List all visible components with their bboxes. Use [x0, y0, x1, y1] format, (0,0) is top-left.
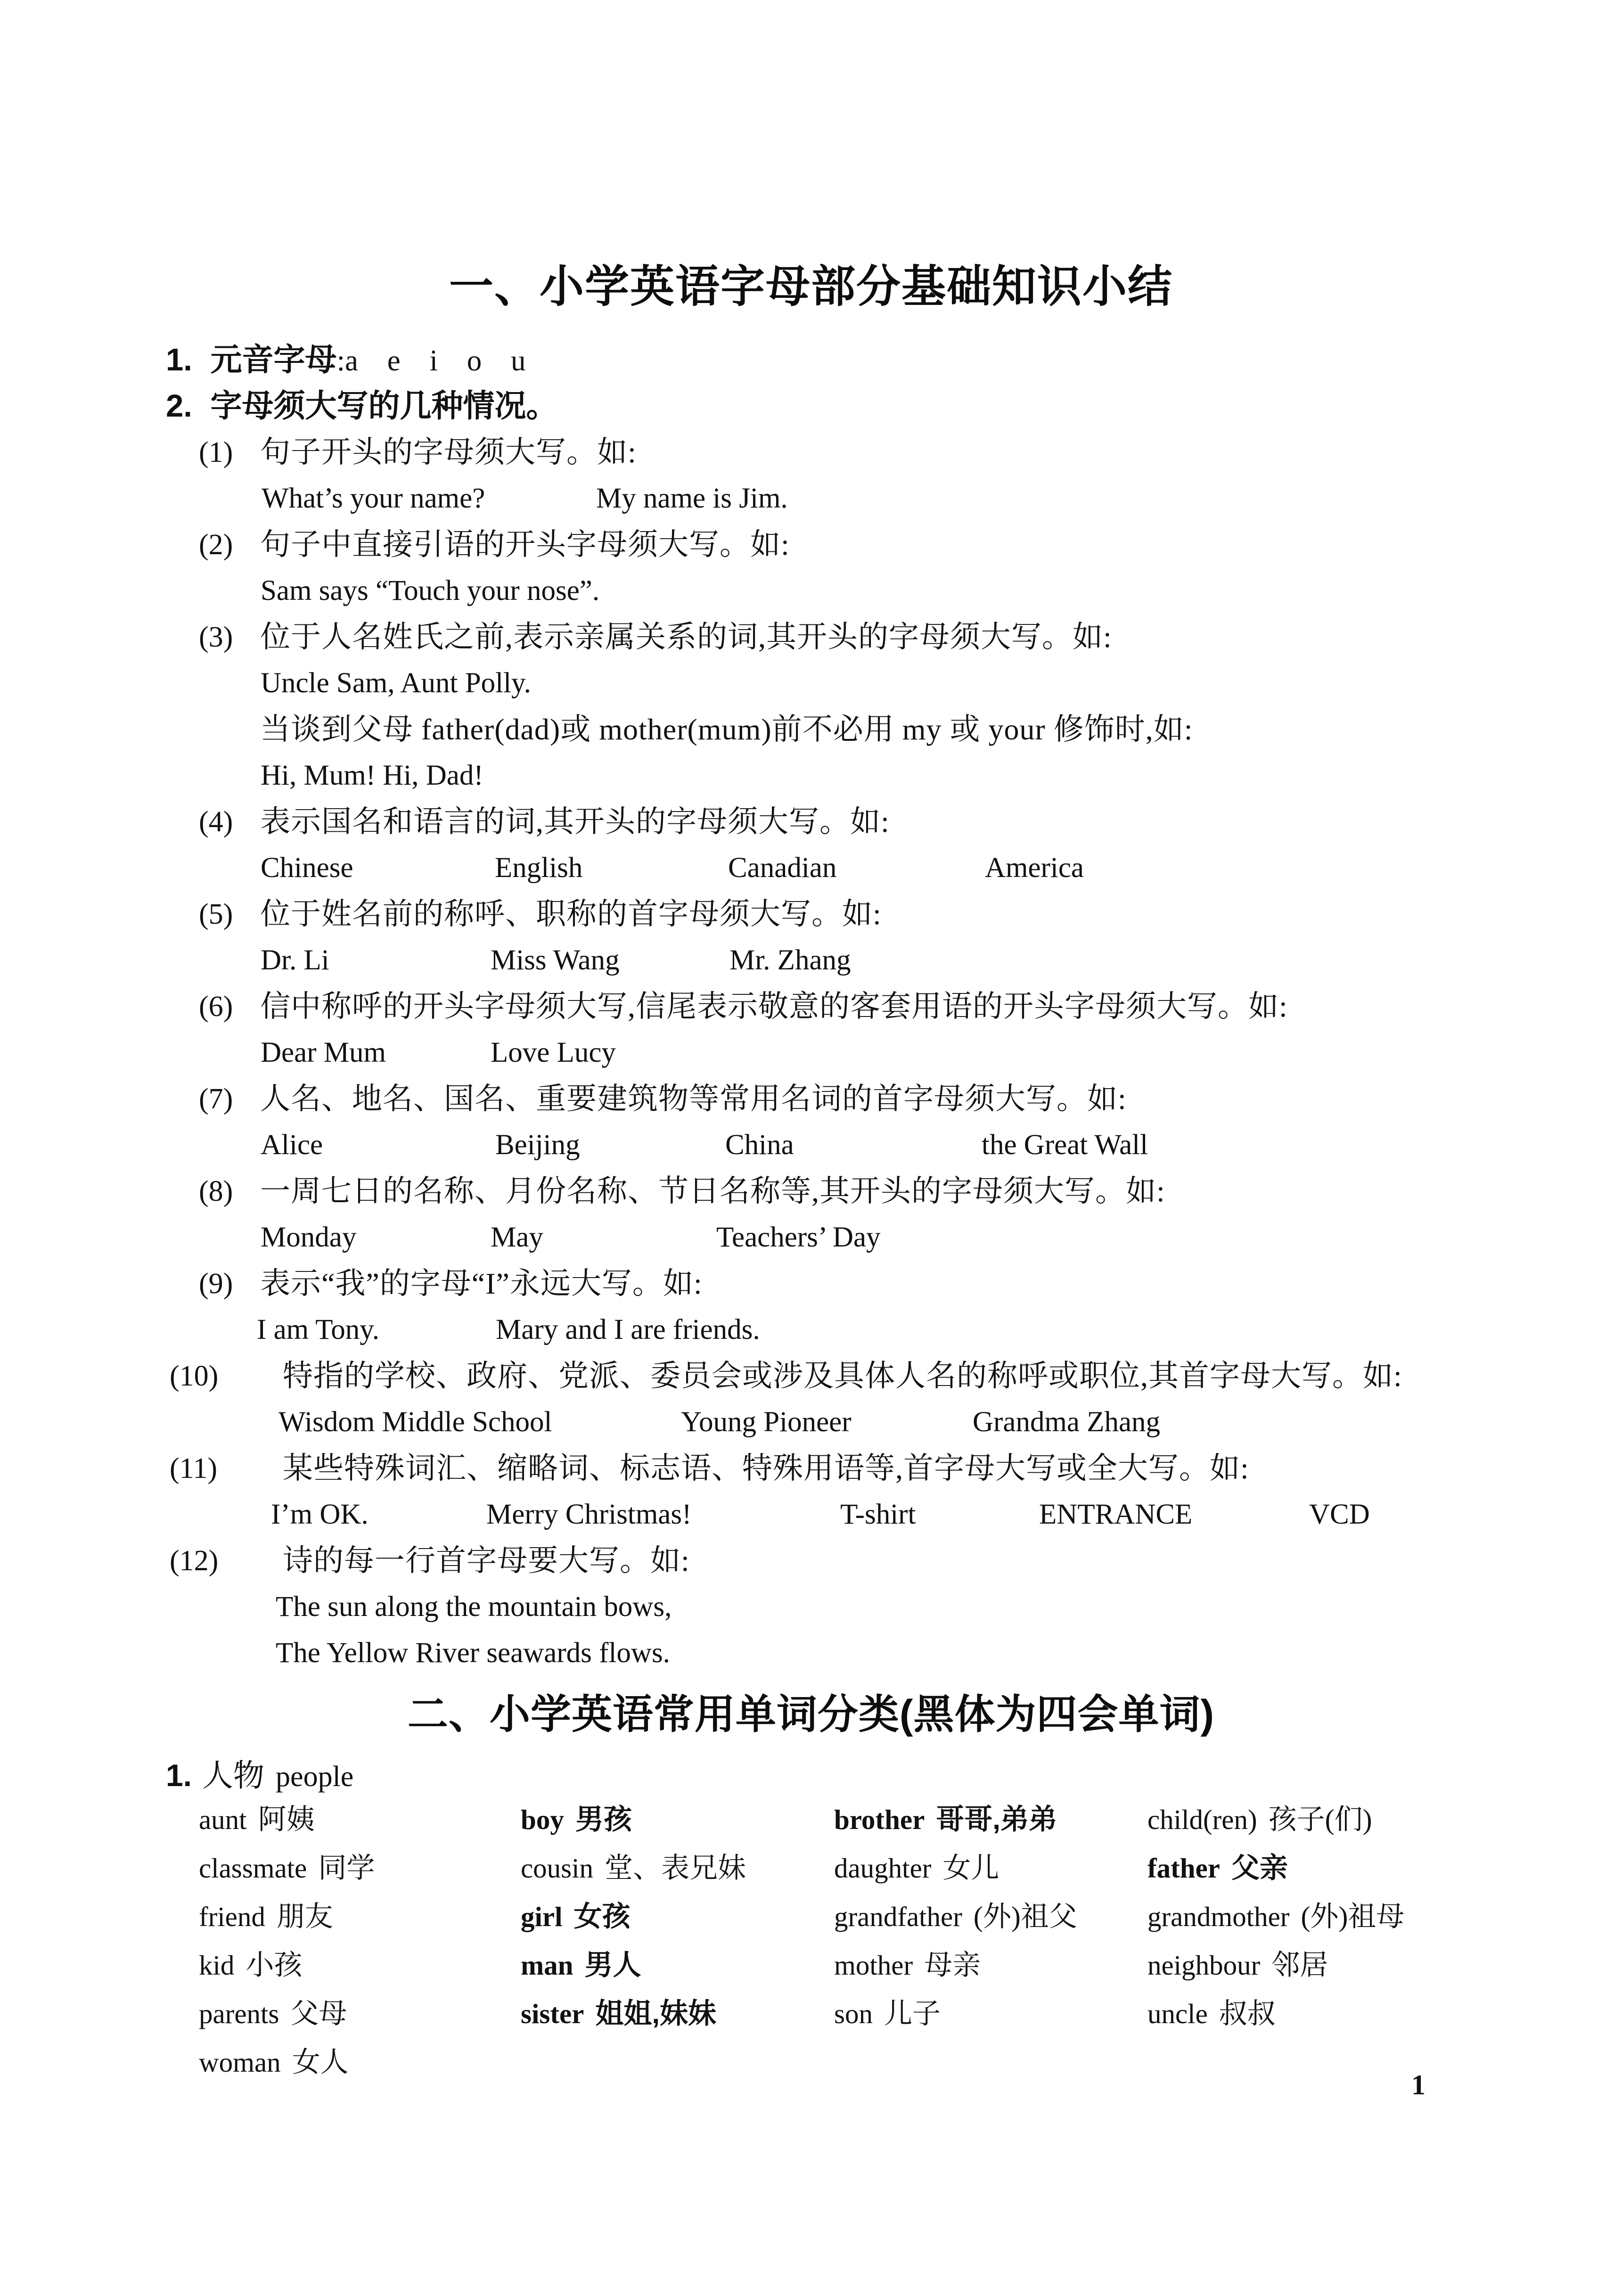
- example: China: [725, 1129, 794, 1161]
- page-number: 1: [1411, 2069, 1425, 2100]
- word-entry: child(ren) 孩子(们): [1147, 1804, 1372, 1835]
- word-row-5: [0, 1991, 1622, 2037]
- rule-text: 句子开头的字母须大写。如:: [260, 435, 637, 469]
- rule-text: 表示国名和语言的词,其开头的字母须大写。如:: [260, 805, 890, 838]
- rule-text: 一周七日的名称、月份名称、节日名称等,其开头的字母须大写。如:: [260, 1174, 1165, 1208]
- rule-2: [0, 522, 1622, 568]
- rule-3-examples: [0, 660, 1622, 706]
- rule-text: 某些特殊词汇、缩略词、标志语、特殊用语等,首字母大写或全大写。如:: [283, 1451, 1249, 1485]
- rule-9-examples: [0, 1307, 1622, 1353]
- rule-number: (8): [199, 1175, 233, 1207]
- word-row-2: [0, 1845, 1622, 1891]
- rule-3-note: 当谈到父母 father(dad)或 mother(mum)前不必用 my 或 your 修饰时,如:: [260, 713, 1193, 746]
- item-number: 2.: [166, 388, 192, 424]
- example: The Yellow River seawards flows.: [276, 1637, 670, 1669]
- example: What’s your name?: [262, 483, 485, 514]
- word-entry: grandmother (外)祖母: [1147, 1901, 1405, 1932]
- rule-6-examples: [0, 1030, 1622, 1076]
- rule-8: [0, 1168, 1622, 1214]
- example: Uncle Sam, Aunt Polly.: [261, 667, 531, 699]
- example: Young Pioneer: [681, 1406, 852, 1438]
- rule-4: [0, 799, 1622, 845]
- rule-text: 位于姓名前的称呼、职称的首字母须大写。如:: [260, 897, 882, 931]
- rule-2-examples: [0, 568, 1622, 614]
- rule-number: (4): [199, 806, 233, 838]
- word-row-3: [0, 1894, 1622, 1940]
- vowel-letters-item: [0, 337, 1622, 383]
- word-entry: neighbour 邻居: [1147, 1950, 1328, 1981]
- word-row-4: [0, 1942, 1622, 1988]
- rule-12: [0, 1538, 1622, 1584]
- example: May: [491, 1222, 543, 1253]
- rule-number: (10): [170, 1360, 219, 1392]
- rule-text: 特指的学校、政府、党派、委员会或涉及具体人名的称呼或职位,其首字母大写。如:: [283, 1359, 1402, 1393]
- category-number: 1.: [166, 1758, 192, 1793]
- word-entry: man 男人: [521, 1949, 641, 1981]
- word-entry: mother 母亲: [834, 1950, 981, 1981]
- example: Grandma Zhang: [973, 1406, 1161, 1438]
- example: English: [495, 852, 583, 884]
- example: Love Lucy: [491, 1037, 616, 1068]
- example: Hi, Mum! Hi, Dad!: [261, 760, 483, 791]
- example: Teachers’ Day: [716, 1222, 881, 1253]
- example: Miss Wang: [491, 944, 620, 976]
- rule-6: [0, 984, 1622, 1030]
- rule-8-examples: [0, 1214, 1622, 1261]
- word-entry: daughter 女儿: [834, 1853, 999, 1884]
- word-entry: kid 小孩: [199, 1950, 303, 1981]
- example: My name is Jim.: [596, 483, 788, 514]
- example: America: [985, 852, 1084, 884]
- rule-text: 位于人名姓氏之前,表示亲属关系的词,其开头的字母须大写。如:: [260, 620, 1112, 654]
- example: Dr. Li: [261, 944, 329, 976]
- poem-line-1: [0, 1584, 1622, 1630]
- example: Dear Mum: [261, 1037, 386, 1068]
- rule-number: (3): [199, 621, 233, 653]
- rule-number: (6): [199, 991, 233, 1023]
- section1-title: 一、小学英语字母部分基础知识小结: [449, 262, 1173, 311]
- rule-7: [0, 1076, 1622, 1122]
- rule-3: [0, 614, 1622, 660]
- rule-number: (11): [170, 1452, 217, 1484]
- rule-text: 句子中直接引语的开头字母须大写。如:: [260, 528, 790, 561]
- example: Mr. Zhang: [729, 944, 851, 976]
- example: The sun along the mountain bows,: [276, 1591, 672, 1623]
- category-name-en: people: [276, 1761, 354, 1793]
- rule-11-examples: [0, 1492, 1622, 1538]
- rule-10-examples: [0, 1399, 1622, 1445]
- word-entry: woman 女人: [199, 2047, 349, 2078]
- section2-title: 二、小学英语常用单词分类(黑体为四会单词): [407, 1692, 1215, 1737]
- word-entry: girl 女孩: [521, 1901, 631, 1932]
- word-entry: classmate 同学: [199, 1853, 375, 1884]
- rule-10: [0, 1353, 1622, 1399]
- rule-text: 人名、地名、国名、重要建筑物等常用名词的首字母须大写。如:: [260, 1082, 1127, 1115]
- rule-text: 表示“我”的字母“I”永远大写。如:: [260, 1267, 703, 1300]
- example: Wisdom Middle School: [279, 1406, 552, 1438]
- word-entry: father 父亲: [1147, 1852, 1288, 1884]
- item-heading: 元音字母: [210, 342, 337, 377]
- example: I’m OK.: [271, 1499, 369, 1530]
- poem-line-2: [0, 1630, 1622, 1676]
- word-entry: son 儿子: [834, 1998, 941, 2029]
- rule-number: (2): [199, 529, 233, 561]
- rule-text: 信中称呼的开头字母须大写,信尾表示敬意的客套用语的开头字母须大写。如:: [260, 990, 1288, 1023]
- category-people: [0, 1752, 1622, 1798]
- rule-number: (9): [199, 1268, 233, 1300]
- example: Merry Christmas!: [486, 1499, 692, 1530]
- rule-4-examples: [0, 845, 1622, 891]
- rule-9: [0, 1261, 1622, 1307]
- example: Beijing: [495, 1129, 580, 1161]
- word-entry: brother 哥哥,弟弟: [834, 1804, 1057, 1835]
- vowel-letter-list: :a e i o u: [336, 344, 526, 377]
- example: Sam says “Touch your nose”.: [261, 575, 600, 607]
- word-entry: parents 父母: [199, 1998, 347, 2029]
- example: Alice: [261, 1129, 323, 1161]
- rule-5-examples: [0, 937, 1622, 984]
- category-name-zh: 人物: [202, 1759, 265, 1793]
- word-entry: sister 姐姐,妹妹: [521, 1998, 717, 2029]
- rule-1: [0, 429, 1622, 476]
- word-row-6: [0, 2039, 1622, 2085]
- rule-5: [0, 891, 1622, 937]
- rule-7-examples: [0, 1122, 1622, 1168]
- word-entry: grandfather (外)祖父: [834, 1901, 1077, 1932]
- word-entry: aunt 阿姨: [199, 1804, 315, 1835]
- rule-11: [0, 1445, 1622, 1492]
- example: Mary and I are friends.: [496, 1314, 760, 1345]
- rule-number: (5): [199, 898, 233, 930]
- rule-number: (12): [170, 1545, 219, 1577]
- example: I am Tony.: [257, 1314, 380, 1345]
- example: Canadian: [728, 852, 837, 884]
- word-entry: boy 男孩: [521, 1804, 632, 1835]
- example: T-shirt: [840, 1499, 916, 1530]
- example: Chinese: [261, 852, 353, 884]
- word-entry: friend 朋友: [199, 1901, 333, 1932]
- rule-3-examples-2: [0, 753, 1622, 799]
- example: the Great Wall: [982, 1129, 1148, 1161]
- example: ENTRANCE: [1039, 1499, 1193, 1530]
- word-entry: uncle 叔叔: [1147, 1998, 1276, 2029]
- rule-number: (7): [199, 1083, 233, 1115]
- item-number: 1.: [166, 342, 192, 377]
- rule-number: (1): [199, 436, 233, 468]
- rule-text: 诗的每一行首字母要大写。如:: [283, 1544, 690, 1577]
- example: Monday: [261, 1222, 357, 1253]
- word-row-1: [0, 1796, 1622, 1843]
- example: VCD: [1309, 1499, 1370, 1530]
- item-heading: 字母须大写的几种情况。: [210, 388, 558, 424]
- capitalization-item: [0, 383, 1622, 429]
- word-entry: cousin 堂、表兄妹: [521, 1853, 746, 1884]
- rule-1-examples: [0, 476, 1622, 522]
